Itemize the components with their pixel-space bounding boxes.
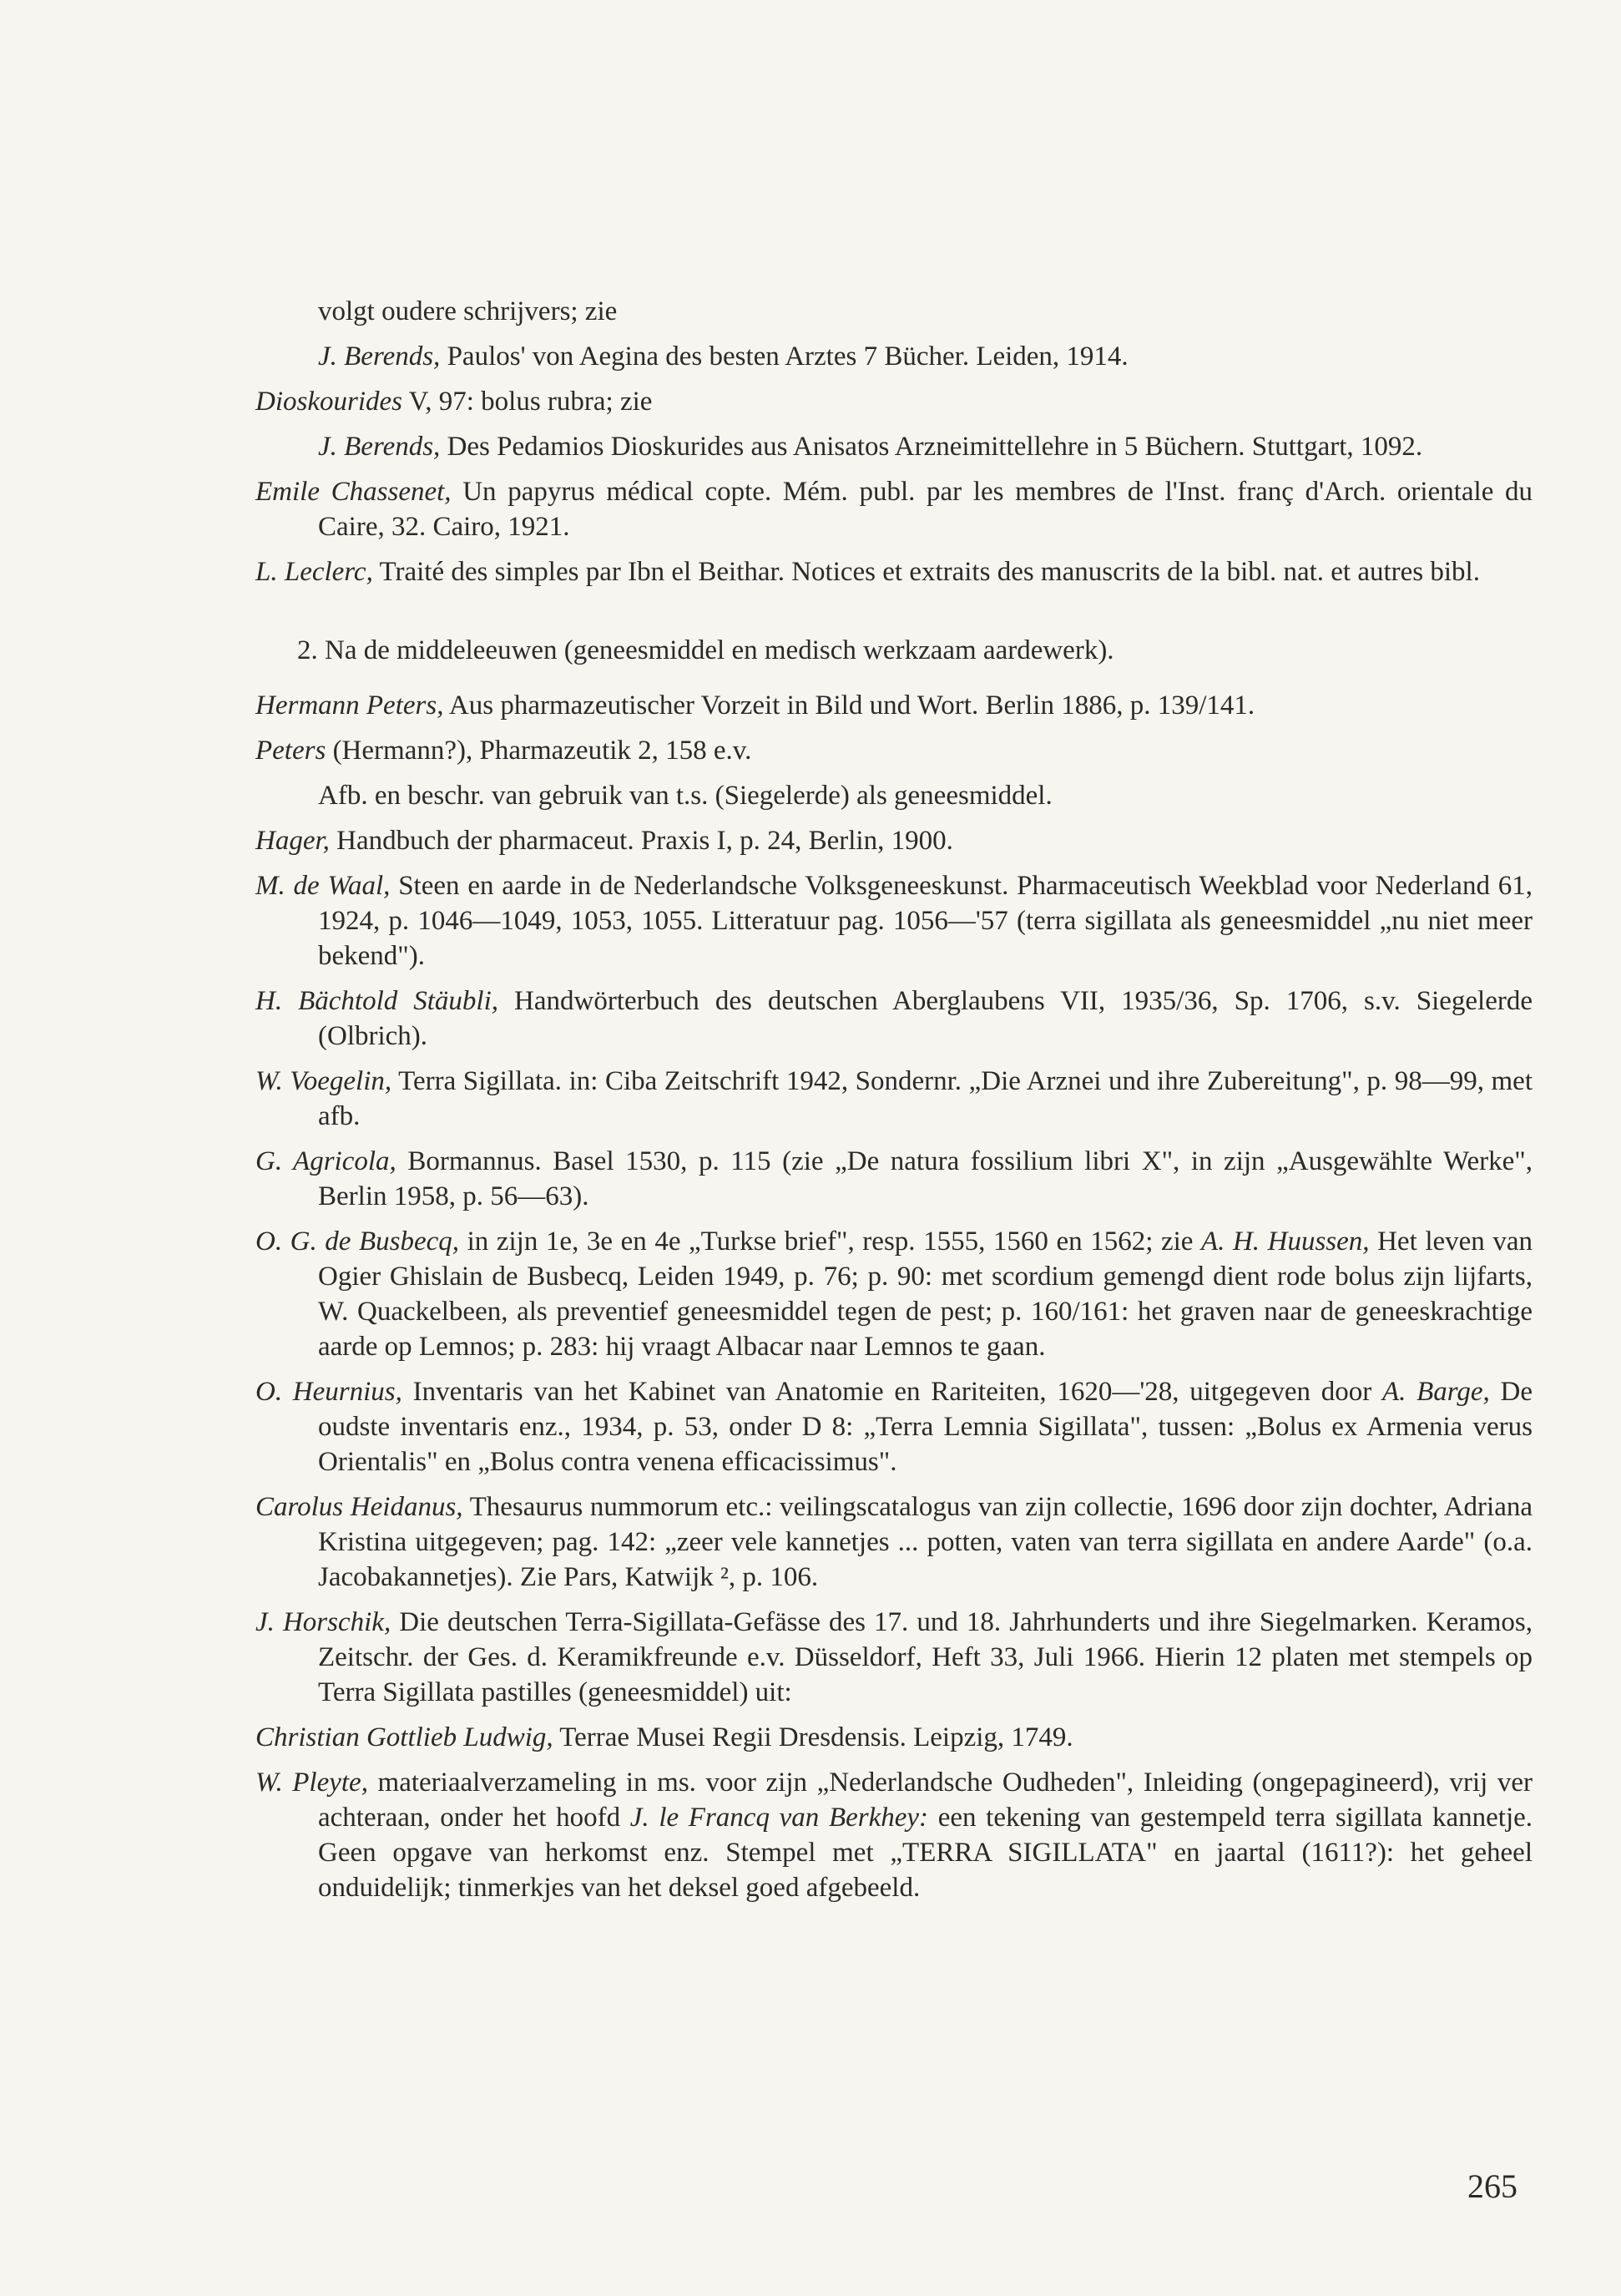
bibliography-entry: [255, 1765, 1533, 1905]
entry-text: een tekening van gestempeld terra sigillata kannetje. Geen opgave van herkomst enz. Stempel met „TERRA SIGILLATA" en jaartal (1611?): het geheel onduidelijk; tinmerkjes van het deksel goed afgebeeld.: [318, 1803, 1533, 1903]
author-name: Christian Gottlieb Ludwig,: [255, 1722, 553, 1752]
bibliography-entry: [255, 868, 1533, 974]
author-name: Emile Chassenet,: [255, 477, 452, 507]
entry-text: Thesaurus nummorum etc.: veilingscatalogus van zijn collectie, 1696 door zijn dochter, Adriana Kristina uitgegeven; pag. 142: „zeer vele kannetjes ... potten, vaten van terra sigillata en andere Aarde" (o.a. Jacobakannetjes). Zie Pars, Katwijk ², p. 106.: [318, 1492, 1533, 1592]
bibliography-entry: [255, 984, 1533, 1054]
entry-text: Het leven van Ogier Ghislain de Busbecq, Leiden 1949, p. 76; p. 90: met scordium gemengd dient rode bolus zijn lijfarts, W. Quackelbeen, als preventief geneesmiddel tegen de pest; p. 160/161: het graven naar de geneeskrachtige aarde op Lemnos; p. 283: hij vraagt Albacar naar Lemnos te gaan.: [318, 1226, 1533, 1362]
entry-list: [255, 688, 1533, 1905]
entry-text: Handbuch der pharmaceut. Praxis I, p. 24, Berlin, 1900.: [329, 826, 953, 856]
entry-text: Afb. en beschr. van gebruik van t.s. (Siegelerde) als geneesmiddel.: [318, 781, 1053, 811]
bibliography-entry: [255, 733, 1533, 768]
section-heading: 2. Na de middeleeuwen (geneesmiddel en medisch werkzaam aardewerk).: [297, 635, 1114, 665]
entry-text: Terra Sigillata. in: Ciba Zeitschrift 1942, Sondernr. „Die Arznei und ihre Zubereitung", p. 98—99, met afb.: [318, 1066, 1533, 1131]
author-name: J. Berends,: [318, 432, 441, 462]
author-name: Peters: [255, 736, 326, 766]
entry-text: Die deutschen Terra-Sigillata-Gefässe des 17. und 18. Jahrhunderts und ihre Siegelmarken. Keramos, Zeitschr. der Ges. d. Keramikfreunde e.v. Düsseldorf, Heft 33, Juli 1966. Hierin 12 platen met stempels op Terra Sigillata pastilles (geneesmiddel) uit:: [318, 1607, 1533, 1707]
author-name: Hager,: [255, 826, 330, 856]
author-name: O. G. de Busbecq,: [255, 1226, 460, 1257]
bibliography-entry: Emile Chassenet, Un papyrus médical copte. Mém. publ. par les membres de l'Inst. franç d'Arch. orientale du Caire, 32. Cairo, 1921.: [255, 477, 1533, 542]
author-name: H. Bächtold Stäubli,: [255, 986, 499, 1016]
bibliography-entry: [255, 688, 1533, 723]
author-name: W. Pleyte,: [255, 1768, 368, 1798]
bibliography-text: [255, 294, 1533, 1915]
bibliography-entry: J. Berends, Paulos' von Aegina des besten Arztes 7 Bücher. Leiden, 1914.: [318, 341, 1129, 372]
entry-text: Aus pharmazeutischer Vorzeit in Bild und Wort. Berlin 1886, p. 139/141.: [443, 690, 1255, 721]
entry-text: De oudste inventaris enz., 1934, p. 53, onder D 8: „Terra Lemnia Sigillata", tussen: „Bolus ex Armenia verus Orientalis" en „Bolus contra venena efficacissimus".: [318, 1377, 1533, 1477]
author-name: J. Horschik,: [255, 1607, 391, 1637]
entry-text: Inventaris van het Kabinet van Anatomie en Rariteiten, 1620—'28, uitgegeven door: [401, 1377, 1382, 1407]
author-name: Dioskourides: [255, 387, 402, 417]
bibliography-entry: J. Berends, Des Pedamios Dioskurides aus Anisatos Arzneimittellehre in 5 Büchern. Stuttgart, 1092.: [318, 432, 1423, 462]
bibliography-entry: L. Leclerc, Traité des simples par Ibn el Beithar. Notices et extraits des manuscrits de la bibl. nat. et autres bibl.: [255, 557, 1480, 587]
page-number: 265: [1467, 2167, 1517, 2205]
bibliography-entry: [255, 1224, 1533, 1364]
bibliography-line: volgt oudere schrijvers; zie: [318, 296, 618, 326]
author-name: M. de Waal,: [255, 871, 391, 901]
entry-text: Steen en aarde in de Nederlandsche Volksgeneeskunst. Pharmaceutisch Weekblad voor Nederland 61, 1924, p. 1046—1049, 1053, 1055. Litteratuur pag. 1056—'57 (terra sigillata als geneesmiddel „nu niet meer bekend").: [318, 871, 1533, 971]
entry-text: Handwörterbuch des deutschen Aberglaubens VII, 1935/36, Sp. 1706, s.v. Siegelerde (Olbrich).: [318, 986, 1533, 1051]
author-name: Carolus Heidanus,: [255, 1492, 463, 1522]
author-name: A. Barge,: [1381, 1377, 1490, 1407]
entry-text: materiaalverzameling in ms. voor zijn „Nederlandsche Oudheden", Inleiding (ongepagineerd), vrij ver achteraan, onder het hoofd: [318, 1768, 1533, 1833]
bibliography-entry: [255, 1374, 1533, 1479]
bibliography-entry: [255, 1064, 1533, 1134]
author-name: J. le Francq van Berkhey:: [629, 1803, 929, 1833]
author-name: Hermann Peters,: [255, 690, 444, 721]
author-name: W. Voegelin,: [255, 1066, 392, 1096]
author-name: O. Heurnius,: [255, 1377, 402, 1407]
author-name: A. H. Huussen,: [1200, 1226, 1370, 1257]
entry-text: in zijn 1e, 3e en 4e „Turkse brief", resp. 1555, 1560 en 1562; zie: [459, 1226, 1201, 1257]
bibliography-entry: [255, 1489, 1533, 1595]
entry-text: (Hermann?), Pharmazeutik 2, 158 e.v.: [326, 736, 752, 766]
bibliography-entry: [255, 1144, 1533, 1214]
author-name: G. Agricola,: [255, 1146, 396, 1176]
bibliography-entry: [255, 1720, 1533, 1755]
bibliography-entry: Dioskourides V, 97: bolus rubra; zie: [255, 387, 653, 417]
bibliography-entry: [255, 1605, 1533, 1710]
bibliography-entry: [318, 778, 1533, 813]
entry-text: Bormannus. Basel 1530, p. 115 (zie „De natura fossilium libri X", in zijn „Ausgewählte Werke", Berlin 1958, p. 56—63).: [318, 1146, 1533, 1211]
entry-text: Terrae Musei Regii Dresdensis. Leipzig, 1749.: [553, 1722, 1073, 1752]
author-name: L. Leclerc,: [255, 557, 373, 587]
author-name: J. Berends,: [318, 341, 441, 372]
bibliography-entry: [255, 823, 1533, 858]
